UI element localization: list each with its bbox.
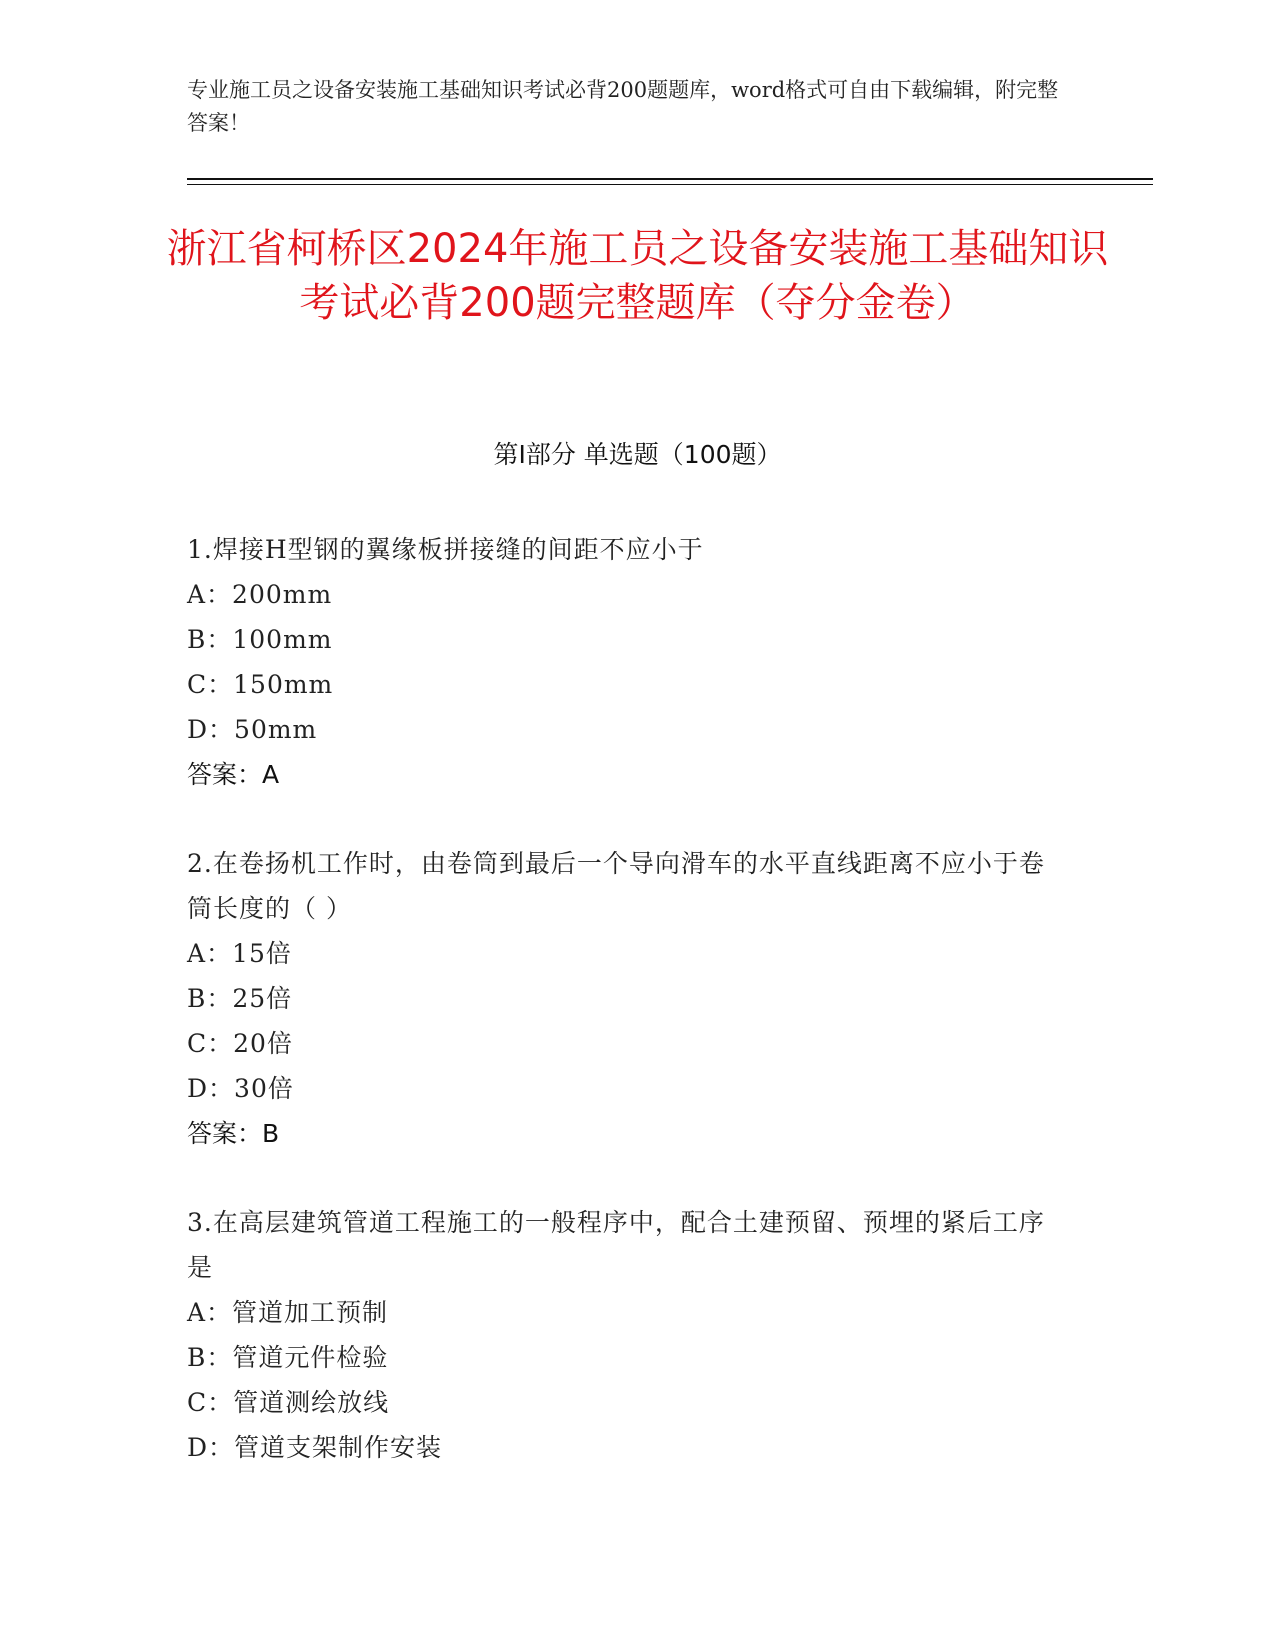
option-a: A：管道加工预制 [187, 1298, 389, 1327]
option-d: D：管道支架制作安装 [187, 1433, 443, 1462]
question-2 [187, 841, 1067, 1156]
section-title: 第Ⅰ部分 单选题（100题） [493, 440, 782, 469]
question-list [187, 527, 1067, 1514]
option-a: A：200mm [187, 580, 333, 609]
answer: 答案：B [187, 1119, 280, 1148]
header-rule-thin [187, 184, 1153, 185]
question-3 [187, 1200, 1067, 1470]
option-b: B：25倍 [187, 984, 293, 1013]
answer: 答案：A [187, 760, 280, 789]
question-stem: 3.在高层建筑管道工程施工的一般程序中，配合土建预留、预埋的紧后工序是 [187, 1208, 1045, 1282]
question-1 [187, 527, 1067, 797]
option-b: B：管道元件检验 [187, 1343, 389, 1372]
header-rule-thick [187, 178, 1153, 180]
option-c: C：150mm [187, 670, 334, 699]
document-title: 浙江省柯桥区2024年施工员之设备安装施工基础知识考试必背200题完整题库（夺分金卷） [166, 226, 1109, 326]
option-a: A：15倍 [187, 939, 292, 968]
option-b: B：100mm [187, 625, 333, 654]
option-c: C：管道测绘放线 [187, 1388, 390, 1417]
header-note: 专业施工员之设备安装施工基础知识考试必背200题题库，word格式可自由下载编辑，附完整答案！ [187, 78, 1059, 135]
option-d: D：30倍 [187, 1074, 294, 1103]
option-d: D：50mm [187, 715, 318, 744]
option-c: C：20倍 [187, 1029, 293, 1058]
question-stem: 1.焊接H型钢的翼缘板拼接缝的间距不应小于 [187, 535, 704, 564]
question-stem: 2.在卷扬机工作时，由卷筒到最后一个导向滑车的水平直线距离不应小于卷筒长度的（ ） [187, 849, 1045, 923]
